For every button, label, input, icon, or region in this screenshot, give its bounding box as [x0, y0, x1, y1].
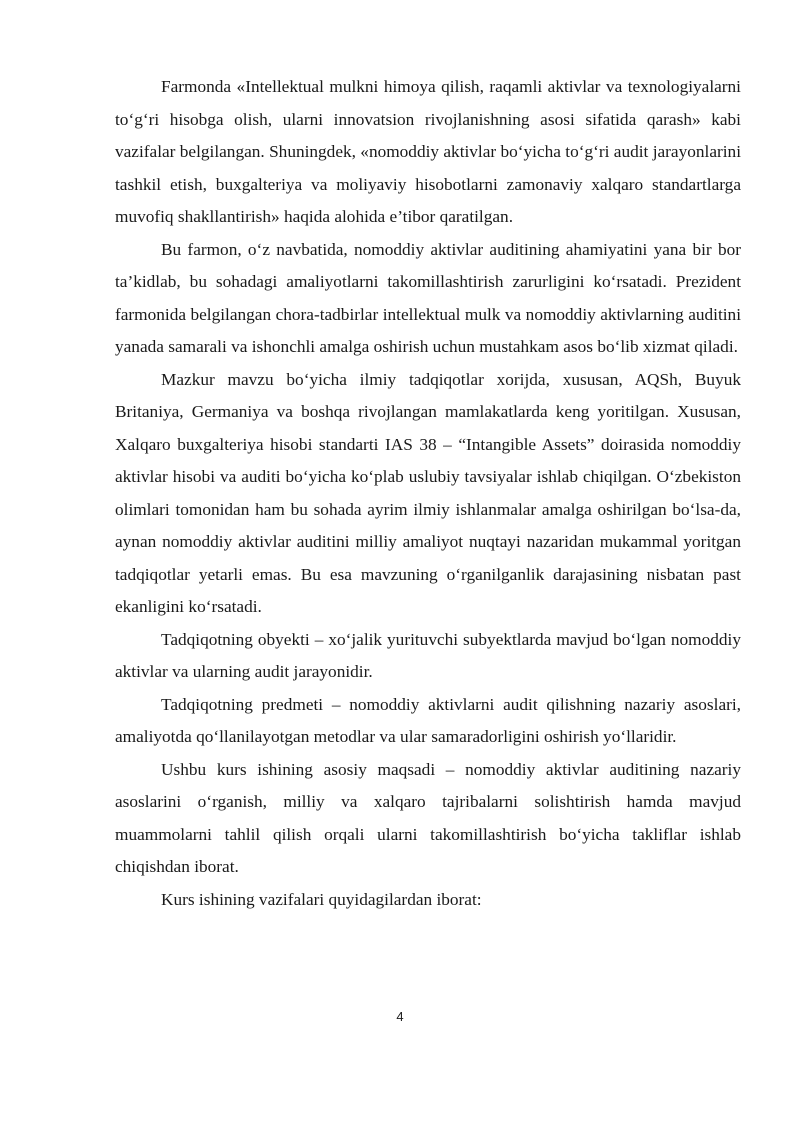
document-body: [115, 71, 741, 916]
paragraph-research-review: Mazkur mavzu bo‘yicha ilmiy tadqiqotlar xorijda, xususan, AQSh, Buyuk Britaniya, Germaniya va boshqa rivojlangan mamlakatlarda keng yoritilgan. Xususan, Xalqaro buxgalteriya hisobi standarti IAS 38 – “Intangible Assets” doirasida nomoddiy aktivlar hisobi va auditi bo‘yicha ko‘plab uslubiy tavsiyalar ishlab chiqilgan. O‘zbekiston olimlari tomonidan ham bu sohada ayrim ilmiy ishlanmalar amalga oshirilgan bo‘lsa-da, aynan nomoddiy aktivlar auditini milliy amaliyot nuqtayi nazaridan mukammal yoritgan tadqiqotlar yetarli emas. Bu esa mavzuning o‘rganilganlik darajasining nisbatan past ekanligini ko‘rsatadi.: [115, 369, 741, 616]
paragraph-research-goal: Ushbu kurs ishining asosiy maqsadi – nomoddiy aktivlar auditining nazariy asoslarini o‘rganish, milliy va xalqaro tajribalarni solishtirish hamda mavjud muammolarni tahlil qilish orqali ularni takomillashtirish bo‘yicha takliflar ishlab chiqishdan iborat.: [115, 759, 741, 876]
paragraph-decree-tasks: Farmonda «Intellektual mulkni himoya qilish, raqamli aktivlar va texnologiyalarni to‘g‘ri hisobga olish, ularni innovatsion rivojlanishning asosi sifatida qarash» kabi vazifalar belgilangan. Shuningdek, «nomoddiy aktivlar bo‘yicha to‘g‘ri audit jarayonlarini tashkil etish, buxgalteriya va moliyaviy hisobotlarni zamonaviy xalqaro standartlarga muvofiq shakllantirish» haqida alohida e’tibor qaratilgan.: [115, 77, 741, 226]
paragraph-research-object: Tadqiqotning obyekti – xo‘jalik yurituvchi subyektlarda mavjud bo‘lgan nomoddiy aktivlar va ularning audit jarayonidir.: [115, 629, 741, 681]
paragraph-decree-importance: Bu farmon, o‘z navbatida, nomoddiy aktivlar auditining ahamiyatini yana bir bor ta’kidlab, bu sohadagi amaliyotlarni takomillashtirish zarurligini ko‘rsatadi. Prezident farmonida belgilangan chora-tadbirlar intellektual mulk va nomoddiy aktivlarning auditini yanada samarali va ishonchli amalga oshirish uchun mustahkam asos bo‘lib xizmat qiladi.: [115, 239, 741, 356]
paragraph-research-tasks-intro: Kurs ishining vazifalari quyidagilardan iborat:: [161, 889, 482, 909]
paragraph-research-subject: Tadqiqotning predmeti – nomoddiy aktivlarni audit qilishning nazariy asoslari, amaliyotda qo‘llanilayotgan metodlar va ular samaradorligini oshirish yo‘llaridir.: [115, 694, 741, 746]
page-number: 4: [396, 1009, 404, 1024]
